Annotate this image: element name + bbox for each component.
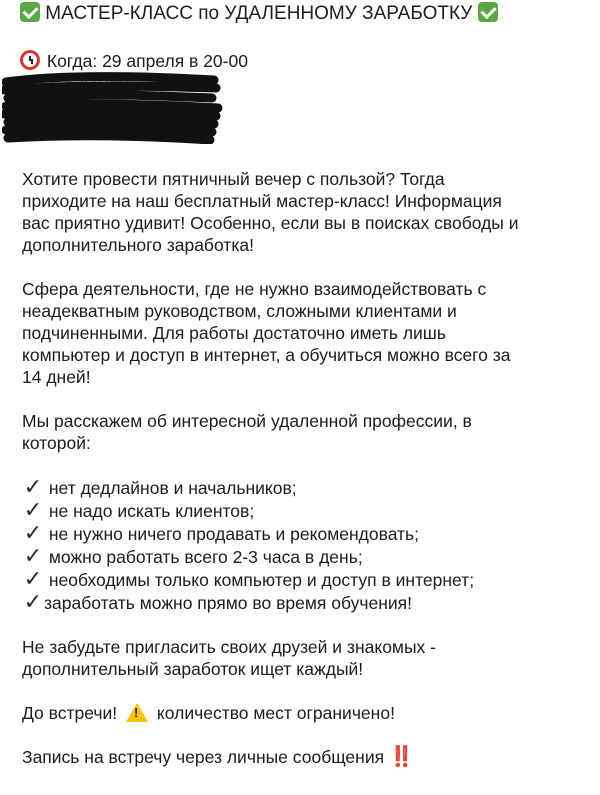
text-line: Хотите провести пятничный вечер с пользой? Тогда	[22, 169, 445, 189]
paragraph	[22, 168, 584, 256]
double-exclamation-icon: ‼️	[388, 746, 412, 768]
signup-text: Запись на встречу через личные сообщения	[22, 747, 385, 767]
list-item-text: не нужно ничего продавать и рекомендовать;	[48, 524, 420, 544]
paragraph	[22, 410, 584, 454]
text-line: Сфера деятельности, где не нужно взаимодействовать с	[22, 279, 487, 299]
list-item	[22, 568, 584, 591]
check-box-icon	[20, 2, 40, 22]
check-mark-icon: ✓	[23, 589, 43, 614]
check-box-icon	[478, 2, 498, 22]
signup-line	[22, 746, 584, 768]
redacted-location	[20, 74, 220, 140]
text-line: компьютер и доступ в интернет, а обучиться можно всего за	[22, 345, 511, 365]
list-item	[22, 545, 584, 568]
list-item-text: заработать можно прямо во время обучения!	[44, 593, 412, 613]
post-title: МАСТЕР-КЛАСС по УДАЛЕННОМУ ЗАРАБОТКУ	[45, 3, 473, 24]
text-line: Не забудьте пригласить своих друзей и знакомых -	[22, 637, 436, 657]
closing-greeting: До встречи!	[22, 703, 118, 723]
check-mark-icon: ✓	[23, 497, 43, 522]
list-item-text: не надо искать клиентов;	[48, 501, 255, 521]
paragraph	[22, 636, 584, 680]
checklist	[22, 476, 584, 614]
event-when	[20, 50, 248, 72]
event-meta	[20, 50, 248, 140]
text-line: дополнительного заработка!	[22, 235, 254, 255]
text-line: дополнительный заработок ищет каждый!	[22, 659, 364, 679]
post-title-line	[20, 2, 498, 26]
text-line: Мы расскажем об интересной удаленной профессии, в	[22, 411, 472, 431]
alarm-clock-icon	[20, 50, 40, 70]
redacted-line: «Омар Хайям»	[20, 75, 139, 94]
text-line: подчиненными. Для работы достаточно иметь лишь	[22, 323, 446, 343]
list-item-text: нет дедлайнов и начальников;	[48, 478, 297, 498]
closing-line	[22, 702, 584, 724]
warning-icon	[126, 703, 148, 722]
list-item	[22, 591, 584, 614]
event-when-text: Когда: 29 апреля в 20-00	[46, 51, 248, 71]
check-mark-icon: ✓	[23, 566, 43, 591]
text-line: которой:	[22, 433, 91, 453]
text-line: неадекватным руководством, сложными клиентами и	[22, 301, 457, 321]
redacted-line: Зал «Караоке»	[20, 119, 139, 138]
text-line: приходите на наш бесплатный мастер-класс! Информация	[22, 191, 502, 211]
check-mark-icon: ✓	[23, 520, 43, 545]
post-body	[22, 168, 584, 768]
list-item	[22, 522, 584, 545]
paragraph	[22, 278, 584, 388]
closing-warning: количество мест ограничено!	[156, 703, 395, 723]
list-item-text: необходимы только компьютер и доступ в интернет;	[48, 570, 475, 590]
list-item-text: можно работать всего 2-3 часа в день;	[48, 547, 363, 567]
text-line: вас приятно удивит! Особенно, если вы в поисках свободы и	[22, 213, 519, 233]
text-line: 14 дней!	[22, 367, 91, 387]
list-item	[22, 476, 584, 499]
check-mark-icon: ✓	[23, 474, 43, 499]
redaction-scribble	[2, 72, 224, 144]
check-mark-icon: ✓	[23, 543, 43, 568]
redacted-line: 8 Марта, 2/9а	[20, 97, 127, 116]
list-item	[22, 499, 584, 522]
